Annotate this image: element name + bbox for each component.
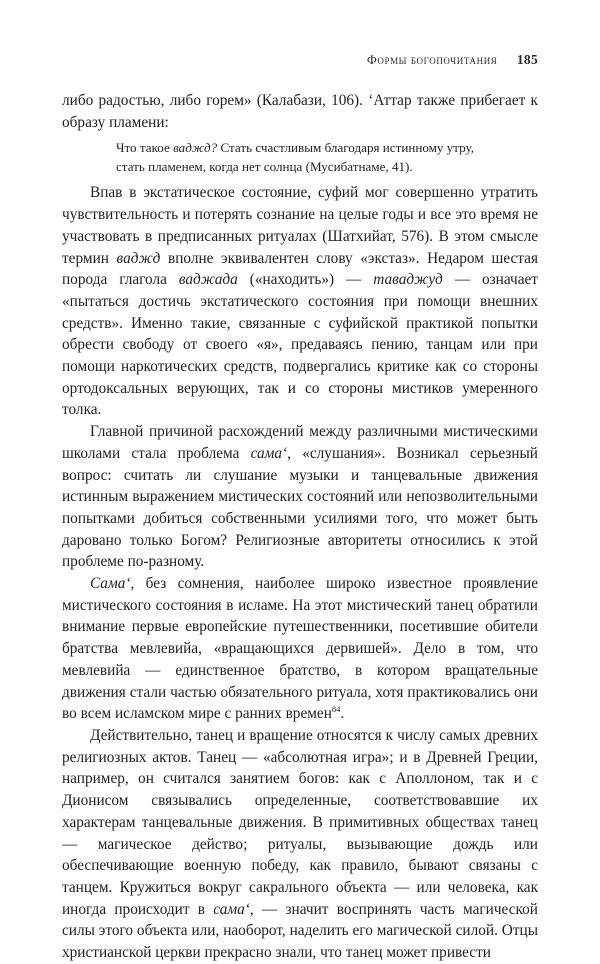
quote-text-a: Что такое xyxy=(116,140,174,156)
paragraph-ecstasy xyxy=(62,182,538,421)
para4-text-c: , — значит воспринять часть магической силы этого объекта или, наоборот, наделить его магической силой. Отцы христианской церкви прекрасно знали, что танец может привести xyxy=(62,900,538,962)
para2-term-sama: сама‘ xyxy=(250,444,288,462)
running-head xyxy=(62,52,538,68)
para4-term-sama: сама‘ xyxy=(213,900,250,918)
para1-text-c: вполне эквивалентен слову «экстаз». Недаром шестая порода глагола xyxy=(62,249,538,289)
para1-text-a: Впав в экстатическое состояние, суфий мог совершенно утратить чувствительность и потерять сознание на целые годы и все это время не участвовать в предписанных ритуалах (Шатхийат, 576). В этом смысле термин xyxy=(62,184,538,267)
paragraph-sama-problem xyxy=(62,421,538,573)
body-text xyxy=(62,90,538,964)
para1-text-e: («находить») — xyxy=(237,271,374,289)
para3-text-b: , без сомнения, наиболее широко известное проявление мистического состояния в исламе. На этот мистический танец обратили внимание первые европейские путешественники, посетившие обители братства мевлевийа, «вращающихся дервишей». Дело в том, что мевлевийа — единственное братство, в котором вращательные движения стали частью обязательного ритуала, хотя практиковались они во всем исламском мире с ранних времен xyxy=(62,575,538,723)
quote-line-2: стать пламенем, когда нет солнца (Мусибатнаме, 41). xyxy=(116,159,413,175)
para4-text-a: Действительно, танец и вращение относятся к числу самых древних религиозных актов. Танец — «абсолютная игра»; и в Древней Греции, например, он считался занятием богов: как с Аполлоном, так и с Дионисом связывались определенные, соответствовавшие их характерам танцевальные движения. В примитивных обществах танец — магическое действо; ритуалы, вызывающие дождь или обеспечивающие военную победу, как правило, бывают связаны с танцем. Кружиться вокруг сакрального объекта — или человека, как иногда происходит в xyxy=(62,726,538,918)
paragraph-sama-mevlevi xyxy=(62,573,538,725)
para1-text-g: — означает «пытаться достичь экстатического состояния при помощи внешних средств». Именно такие, связанные с суфийской практикой попытки обрести свободу от своего «я», предаваясь пению, танцам или при помощи наркотических средств, подвергались критике как со стороны ортодоксальных верующих, так и со стороны мистиков умеренного толка. xyxy=(62,271,538,419)
book-page xyxy=(62,0,538,962)
page-number: 185 xyxy=(516,52,538,67)
quote-text-c: Стать счастливым благодаря истинному утру, xyxy=(217,140,475,156)
para3-term-sama: Сама‘ xyxy=(90,575,131,593)
running-head-title: Формы богопочитания xyxy=(366,53,498,67)
footnote-marker: 84 xyxy=(331,704,341,715)
para1-term-tawajud: таваджуд xyxy=(373,271,443,289)
quote-term-wajd: ваджд? xyxy=(173,140,218,156)
para2-text-c: , «слушания». Возникал серьезный вопрос: считать ли слушание музыки и танцевальные движения истинным выражением мистических состояний или непозволительными попытками добиться собственными усилиями того, что может быть даровано только Богом? Религиозные авторитеты относились к этой проблеме по-разному. xyxy=(62,444,538,571)
paragraph-continuation-text: либо радостью, либо горем» (Калабази, 106). ‘Аттар также прибегает к образу пламени: xyxy=(62,92,538,131)
para2-text-a: Главной причиной расхождений между различными мистическими школами стала проблема xyxy=(62,423,538,462)
para1-term-wajd: ваджд xyxy=(116,249,161,267)
paragraph-dance-history xyxy=(62,725,538,964)
para1-term-wajada: ваджада xyxy=(178,271,238,289)
block-quote xyxy=(116,138,538,176)
paragraph-continuation xyxy=(62,90,538,133)
para3-text-c: . xyxy=(340,705,345,723)
